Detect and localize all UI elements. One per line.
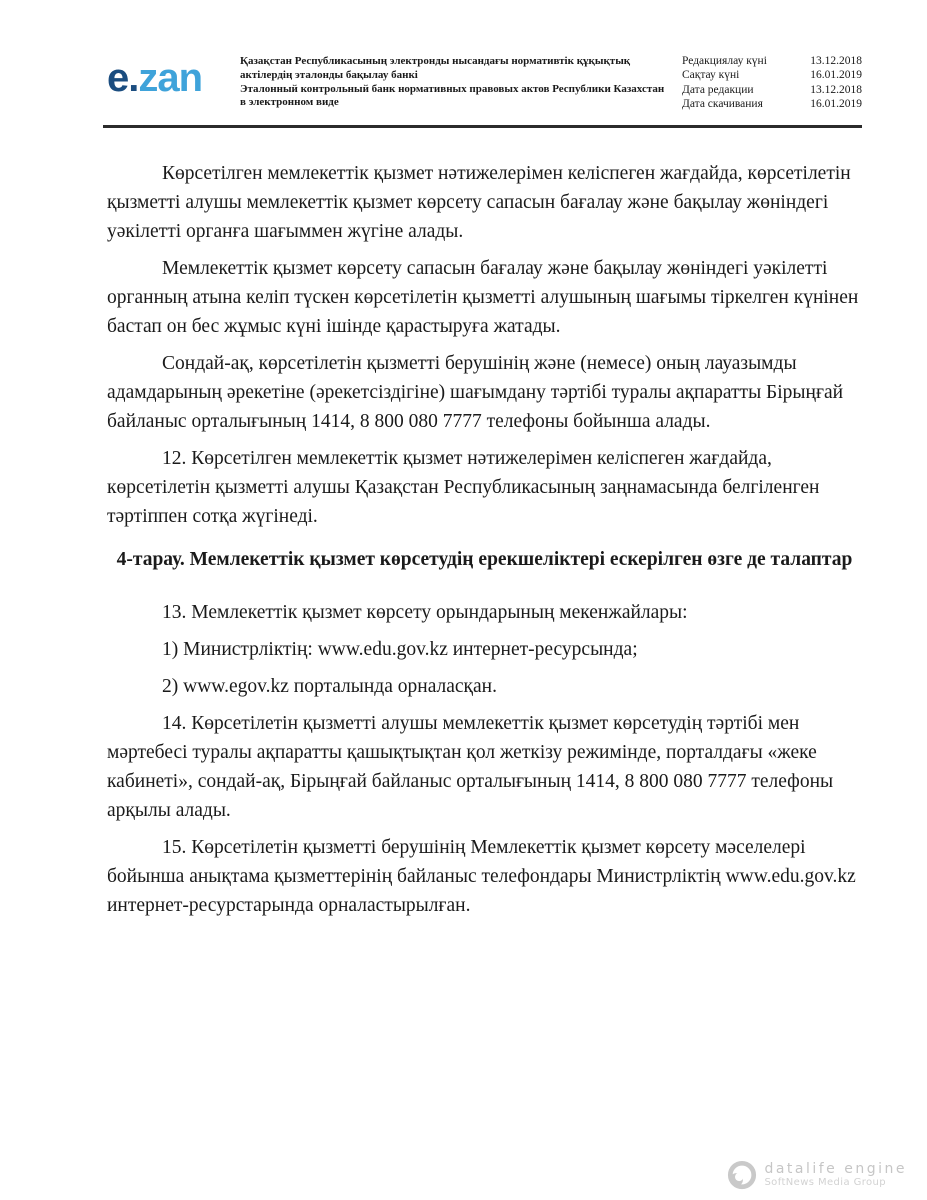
paragraph: 15. Көрсетілетін қызметті берушінің Мемлекеттік қызмет көрсету мәселелері бойынша анықтама қызметтерінің байланыс телефондары Министрліктің www.edu.gov.kz интернет-ресурстарында орналастырылған. (107, 836, 856, 916)
paragraph: 13. Мемлекеттік қызмет көрсету орындарының мекенжайлары: (162, 601, 688, 623)
org-line-russian: Эталонный контрольный банк нормативных правовых актов Республики Казахстан в электронном виде (240, 82, 665, 109)
ezan-logo-e: e. (107, 56, 139, 100)
paragraph: Сондай-ақ, көрсетілетін қызметті берушінің және (немесе) оның лауазымды адамдарының әрекетіне (әрекетсіздігіне) шағымдану тәртібі туралы ақпаратты Бірыңғай байланыс орталығының 1414, 8 800 080 7777 телефоны бойынша алады. (107, 352, 844, 432)
date-label: Редакциялау күні (682, 55, 767, 67)
paragraph: 12. Көрсетілген мемлекеттік қызмет нәтижелерімен келіспеген жағдайда, көрсетілетін қызметті алушы Қазақстан Республикасының заңнамасында белгіленген тәртіппен сотқа жүгінеді. (107, 447, 820, 527)
watermark-text (764, 1162, 907, 1189)
paragraph: 14. Көрсетілетін қызметті алушы мемлекеттік қызмет көрсетудің тәртібі мен мәртебесі туралы ақпаратты қашықтықтан қол жеткізу режимінде, порталдағы «жеке кабинеті», сондай-ақ, Бірыңғай байланыс орталығының 1414, 8 800 080 7777 телефоны арқылы алады. (107, 712, 834, 821)
date-value: 13.12.2018 (810, 83, 862, 96)
date-row-download-ru (682, 97, 862, 111)
watermark-title: datalife engine (764, 1160, 907, 1177)
datalife-engine-watermark (727, 1160, 907, 1190)
document-body (107, 159, 862, 920)
date-label: Дата редакции (682, 83, 754, 96)
document-header (107, 52, 862, 112)
paragraph: Мемлекеттік қызмет көрсету сапасын бағалау және бақылау жөніндегі уәкілетті органның атына келіп түскен көрсетілетін қызметті алушының шағымы тіркелген күнінен бастап он бес жұмыс күні ішінде қарастыруға жатады. (107, 257, 859, 337)
datalife-engine-icon (727, 1160, 757, 1190)
paragraph: 1) Министрліктің: www.edu.gov.kz интернет-ресурсында; (162, 638, 638, 660)
date-value: 16.01.2019 (810, 69, 862, 82)
date-row-save-kk (682, 68, 862, 82)
date-label: Дата скачивания (682, 98, 763, 111)
watermark-subtitle: SoftNews Media Group (764, 1176, 887, 1188)
paragraph: Көрсетілген мемлекеттік қызмет нәтижелерімен келіспеген жағдайда, көрсетілетін қызметті алушы мемлекеттік қызмет көрсету сапасын бағалау және бақылау жөніндегі уәкілетті органға шағыммен жүгіне алады. (107, 162, 851, 242)
date-row-edit-ru (682, 83, 862, 97)
date-label: Сақтау күні (682, 69, 740, 82)
paragraph: 2) www.egov.kz порталында орналасқан. (162, 675, 497, 697)
dates-table (682, 52, 862, 112)
org-line-kazakh: Қазақстан Республикасының электронды нысандағы нормативтік құқықтық актілердің эталонды бақылау банкі (240, 55, 631, 81)
date-row-edit-kk (682, 54, 862, 68)
header-divider (103, 125, 862, 128)
org-description (240, 52, 672, 110)
ezan-logo (107, 52, 240, 102)
date-value: 16.01.2019 (810, 98, 862, 111)
chapter-heading: 4-тарау. Мемлекеттік қызмет көрсетудің ерекшеліктері ескерілген өзге де талаптар (116, 548, 853, 570)
ezan-logo-zan: zan (138, 56, 203, 100)
date-value: 13.12.2018 (810, 55, 862, 67)
